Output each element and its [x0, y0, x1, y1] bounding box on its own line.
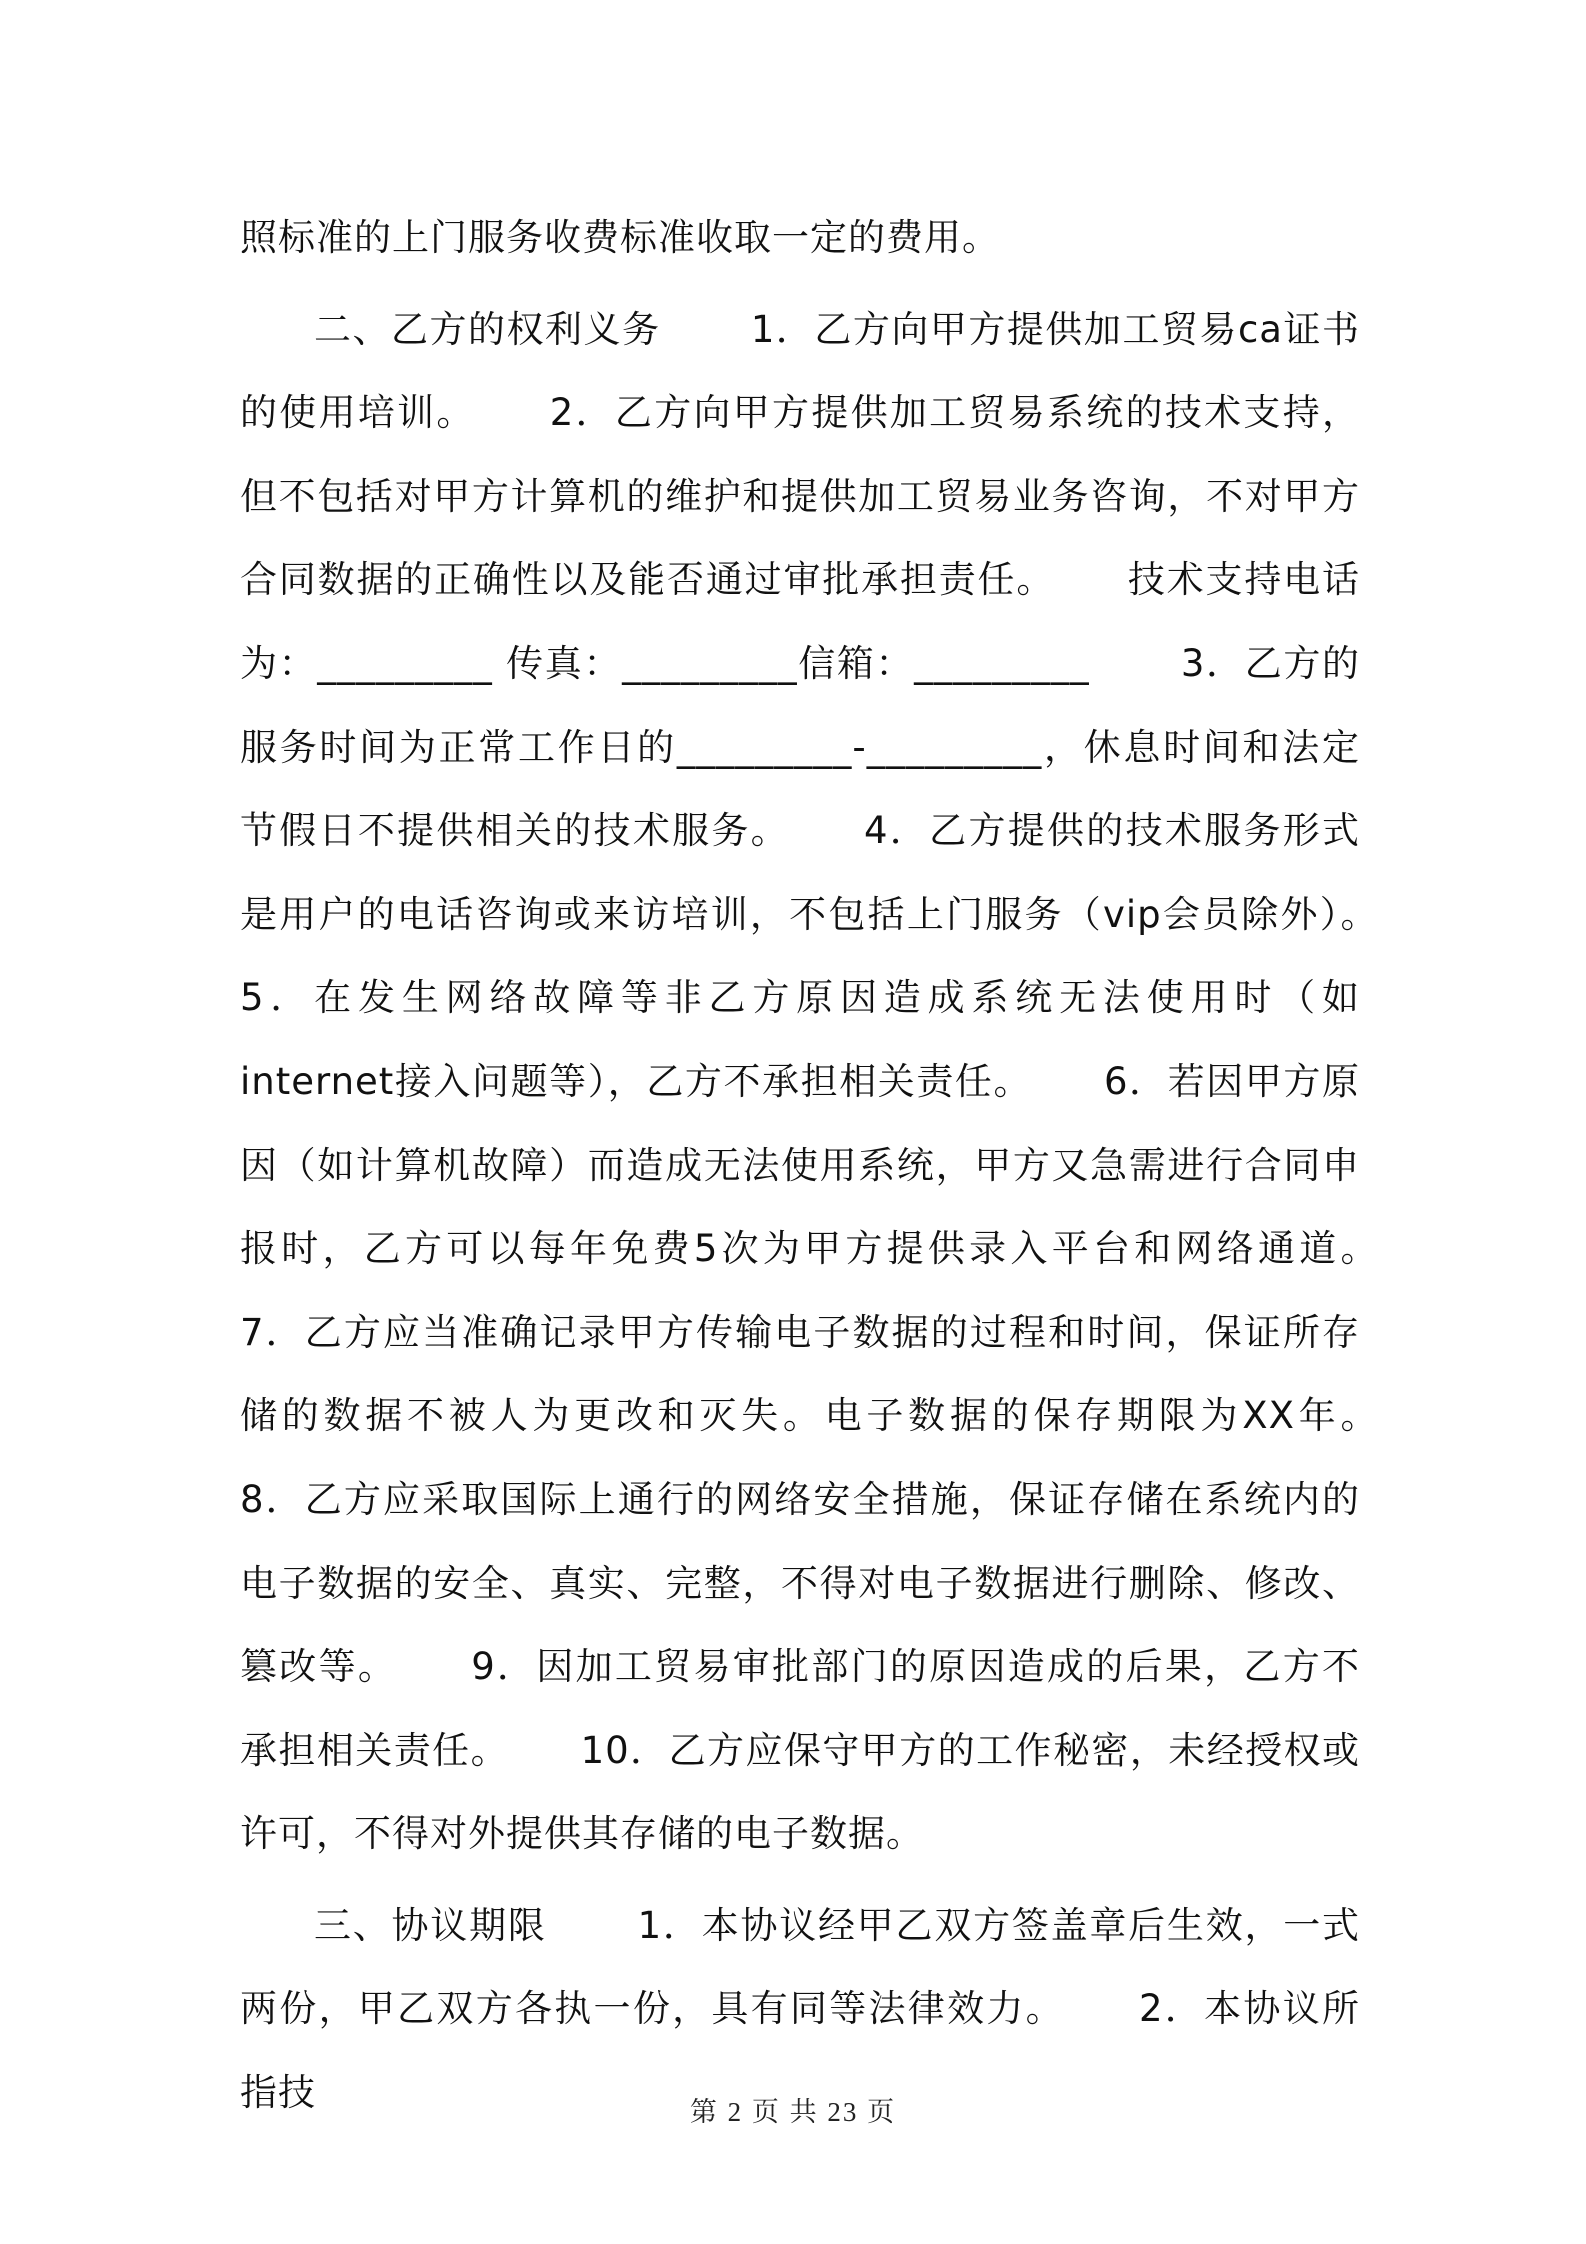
document-body — [240, 196, 1449, 2135]
paragraph-gap — [240, 1876, 1360, 1884]
paragraph-fee-continuation: 照标准的上门服务收费标准收取一定的费用。 — [240, 216, 1000, 259]
paragraph-gap — [240, 280, 1360, 288]
paragraph-agreement-term: 三、协议期限 1．本协议经甲乙双方签盖章后生效，一式两份，甲乙双方各执一份，具有同等法律效力。 2．本协议所指技 — [240, 1903, 1360, 2115]
page-number-footer: 第 2 页 共 23 页 — [689, 2097, 897, 2127]
paragraph-party-b-rights-obligations: 二、乙方的权利义务 1．乙方向甲方提供加工贸易ca证书的使用培训。 2．乙方向甲方提供加工贸易系统的技术支持，但不包括对甲方计算机的维护和提供加工贸易业务咨询，不对甲方合同数据的正确性以及能否通过审批承担责任。 技术支持电话为：_________ 传真：_________信箱：_________ 3．乙方的服务时间为正常工作日的_________-_________，休息时间和法定节假日不提供相关的技术服务。 4．乙方提供的技术服务形式是用户的电话咨询或来访培训，不包括上门服务（vip会员除外）。 5．在发生网络故障等非乙方原因造成系统无法使用时（如internet接入问题等），乙方不承担相关责任。 6．若因甲方原因（如计算机故障）而造成无法使用系统，甲方又急需进行合同申报时，乙方可以每年免费5次为甲方提供录入平台和网络通道。 7．乙方应当准确记录甲方传输电子数据的过程和时间，保证所存储的数据不被人为更改和灭失。电子数据的保存期限为XX年。 8．乙方应采取国际上通行的网络安全措施，保证存储在系统内的电子数据的安全、真实、完整，不得对电子数据进行删除、修改、篡改等。 9．因加工贸易审批部门的原因造成的后果，乙方不承担相关责任。 10．乙方应保守甲方的工作秘密，未经授权或许可，不得对外提供其存储的电子数据。 — [240, 307, 1449, 1856]
